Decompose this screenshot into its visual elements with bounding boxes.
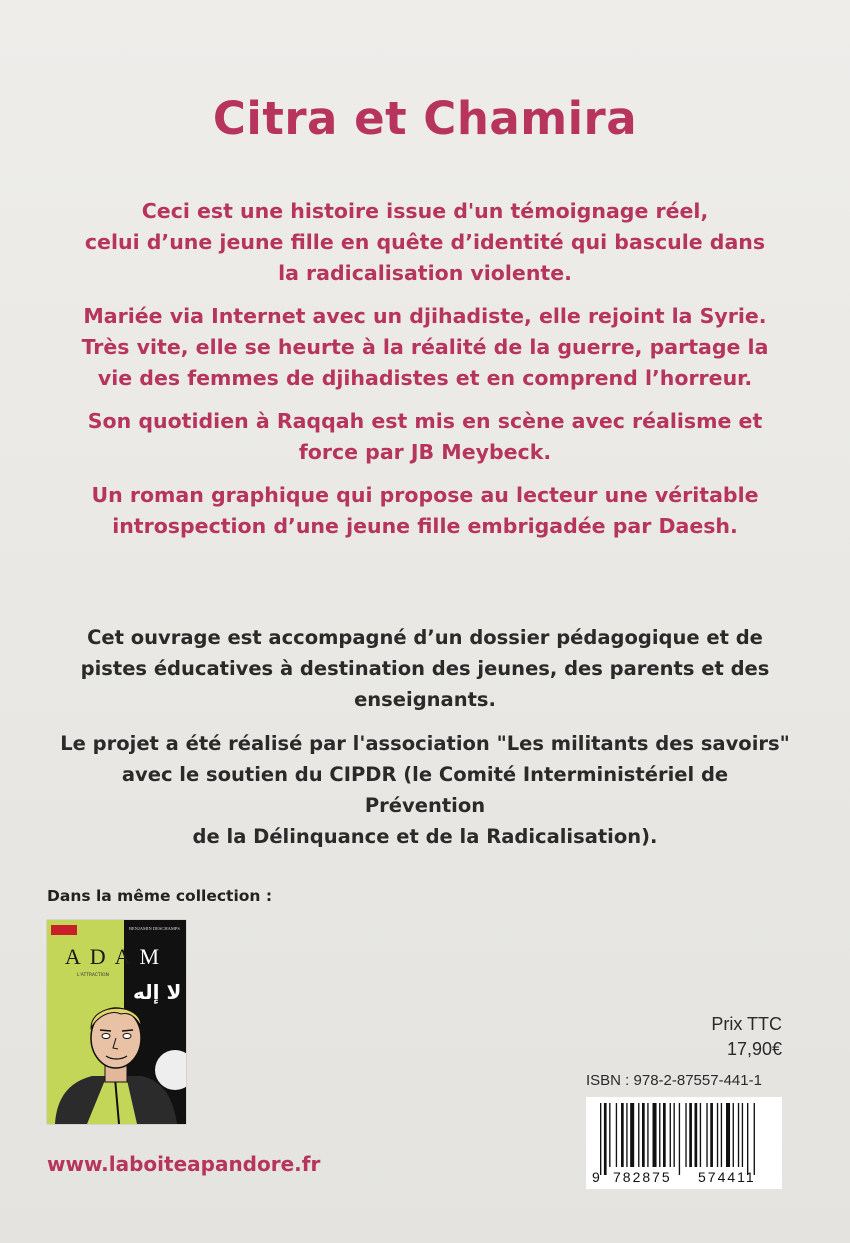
cover-title-light: M [139, 944, 169, 969]
barcode-bar [726, 1103, 730, 1167]
text-line: Mariée via Internet avec un djihadiste, elle rejoint la Syrie. [83, 304, 767, 328]
price-value: 17,90€ [726, 1039, 782, 1059]
project-paragraph-1 [60, 622, 790, 715]
barcode-bar [754, 1103, 755, 1175]
publisher-website: www.laboiteapandore.fr [47, 1152, 321, 1176]
barcode-bar [674, 1103, 675, 1167]
synopsis-paragraph-1 [70, 196, 780, 289]
text-line: celui d’une jeune fille en quête d’identité qui bascule dans [84, 230, 766, 254]
text-line: Très vite, elle se heurte à la réalité de la guerre, partage la [81, 335, 769, 359]
synopsis-paragraph-2 [70, 301, 780, 394]
cover-arabic-text: لا إله [133, 980, 182, 1004]
barcode-bar [647, 1103, 648, 1167]
text-line: Son quotidien à Raqqah est mis en scène avec réalisme et [87, 409, 763, 433]
barcode-bar [685, 1103, 686, 1167]
isbn: ISBN : 978-2-87557-441-1 [586, 1072, 762, 1089]
synopsis-paragraph-3 [70, 406, 780, 468]
barcode-bar [733, 1103, 734, 1167]
barcode-bar [642, 1103, 645, 1167]
project-paragraph-2 [60, 728, 790, 852]
barcode-bar [742, 1103, 743, 1167]
barcode-bar [679, 1103, 680, 1175]
barcode-bar [621, 1103, 624, 1167]
cover-subtitle: L'ATTRACTION [77, 973, 109, 978]
barcode-bar [638, 1103, 639, 1167]
barcode-bar [706, 1103, 707, 1167]
text-line: de la Délinquance et de la Radicalisation). [192, 825, 658, 848]
book-title: Citra et Chamira [212, 92, 638, 145]
barcode-bar [659, 1103, 660, 1167]
barcode-bar [609, 1103, 610, 1167]
barcode-bar [695, 1103, 698, 1167]
text-line: avec le soutien du CIPDR (le Comité Interministériel de Prévention [121, 763, 729, 817]
text-line: Cet ouvrage est accompagné d’un dossier pédagogique et de [87, 626, 763, 649]
text-line: Ceci est une histoire issue d'un témoignage réel, [141, 199, 709, 223]
barcode-bar [604, 1103, 607, 1175]
barcode-bar [670, 1103, 671, 1167]
collection-label: Dans la même collection : [47, 887, 273, 905]
text-line: vie des femmes de djihadistes et en comprend l’horreur. [97, 366, 753, 390]
barcode-bar [663, 1103, 666, 1167]
barcode-bar [710, 1103, 713, 1167]
synopsis-paragraph-4 [70, 480, 780, 542]
barcode-bar [689, 1103, 692, 1167]
cover-portrait [47, 920, 186, 1124]
synopsis [70, 196, 780, 554]
text-line: force par JB Meybeck. [298, 440, 552, 464]
barcode-bar [738, 1103, 739, 1167]
cover-author: BENJAMIN DESCHAMPS [129, 926, 180, 931]
text-line: Le projet a été réalisé par l'association "Les militants des savoirs" [60, 732, 790, 755]
barcode-left-group: 782875 [613, 1169, 672, 1185]
barcode-right-group: 574411 [698, 1169, 756, 1185]
text-line: introspection d’une jeune fille embrigadée par Daesh. [112, 514, 738, 538]
barcode-bar [747, 1103, 748, 1175]
project-info [60, 622, 790, 865]
text-line: Un roman graphique qui propose au lecteur une véritable [91, 483, 759, 507]
barcode-bar [600, 1103, 601, 1175]
text-line: pistes éducatives à destination des jeunes, des parents et des [80, 657, 770, 680]
barcode-bar [721, 1103, 722, 1167]
barcode-bar [653, 1103, 657, 1167]
barcode [586, 1097, 782, 1189]
barcode-bar [630, 1103, 634, 1167]
cover-title-dark: ADA [64, 944, 140, 969]
barcode-bar [700, 1103, 701, 1167]
barcode-bar [717, 1103, 718, 1167]
barcode-bar [626, 1103, 627, 1167]
barcode-lead-digit: 9 [592, 1169, 600, 1185]
text-line: enseignants. [354, 688, 496, 711]
price-label: Prix TTC [711, 1014, 782, 1034]
barcode-digits [586, 1169, 782, 1187]
barcode-bar [616, 1103, 617, 1167]
text-line: la radicalisation violente. [278, 261, 572, 285]
related-book-cover [47, 920, 186, 1124]
